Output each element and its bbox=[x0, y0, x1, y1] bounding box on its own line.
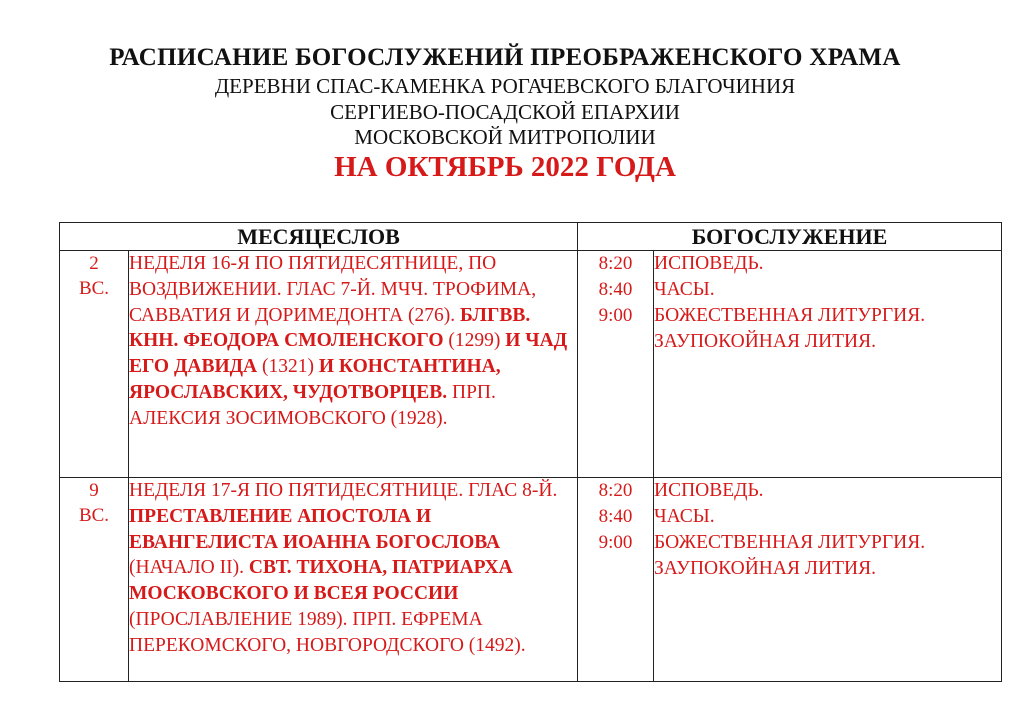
service-name: БОЖЕСТВЕННАЯ ЛИТУРГИЯ. bbox=[654, 532, 926, 553]
calendar-text-bold: ПРЕСТАВЛЕНИЕ АПОСТОЛА И ЕВАНГЕЛИСТА ИОАННА БОГОСЛОВА bbox=[129, 505, 501, 553]
day-number: 9 bbox=[89, 480, 99, 501]
calendar-text: (НАЧАЛО II). bbox=[129, 557, 249, 579]
table-row bbox=[60, 251, 1002, 478]
calendar-cell bbox=[129, 478, 578, 682]
calendar-text: (1299) bbox=[443, 330, 506, 352]
calendar-text: НЕДЕЛЯ 17-Я ПО ПЯТИДЕСЯТНИЦЕ. ГЛАС 8-Й. bbox=[129, 480, 558, 501]
services-cell bbox=[654, 478, 1002, 682]
table-row bbox=[60, 478, 1002, 682]
day-number: 2 bbox=[89, 253, 99, 274]
service-time: 8:40 bbox=[598, 506, 633, 527]
day-cell bbox=[60, 251, 129, 478]
services-cell bbox=[654, 251, 1002, 478]
month-heading: НА ОКТЯБРЬ 2022 ГОДА bbox=[334, 151, 676, 183]
calendar-text-bold: И КОНСТАНТИНА, ЯРОСЛАВСКИХ, ЧУДОТВОРЦЕВ. bbox=[129, 356, 501, 403]
weekday: ВС. bbox=[78, 278, 110, 299]
times-cell bbox=[578, 251, 654, 478]
service-name: ИСПОВЕДЬ. bbox=[654, 253, 764, 274]
calendar-text-bold: БЛГВВ. КНН. ФЕОДОРА СМОЛЕНСКОГО bbox=[129, 304, 531, 352]
calendar-text: (1321) bbox=[257, 356, 319, 378]
service-name: ЧАСЫ. bbox=[654, 279, 715, 300]
subtitle-metropolis: МОСКОВСКОЙ МИТРОПОЛИИ bbox=[354, 125, 656, 149]
subtitle-village: ДЕРЕВНИ СПАС-КАМЕНКА РОГАЧЕВСКОГО БЛАГОЧИНИЯ bbox=[214, 74, 796, 98]
column-header-calendar: МЕСЯЦЕСЛОВ bbox=[60, 223, 578, 251]
calendar-cell bbox=[129, 251, 578, 478]
service-name: ИСПОВЕДЬ. bbox=[654, 480, 764, 501]
calendar-text: НЕДЕЛЯ 16-Я ПО ПЯТИДЕСЯТНИЦЕ, ПО ВОЗДВИЖЕНИИ. ГЛАС 7-Й. МЧЧ. ТРОФИМА, САВВАТИЯ И ДОРИМЕДОНТА (276). bbox=[129, 253, 537, 326]
schedule-table bbox=[59, 222, 1002, 682]
calendar-text: (ПРОСЛАВЛЕНИЕ 1989). ПРП. ЕФРЕМА ПЕРЕКОМСКОГО, НОВГОРОДСКОГО (1492). bbox=[129, 608, 526, 656]
column-header-services: БОГОСЛУЖЕНИЕ bbox=[578, 223, 1002, 251]
calendar-text-bold: И ЧАД ЕГО ДАВИДА bbox=[129, 330, 568, 378]
service-name: ЗАУПОКОЙНАЯ ЛИТИЯ. bbox=[654, 558, 877, 579]
table-header-row bbox=[60, 223, 1002, 251]
times-cell bbox=[578, 478, 654, 682]
weekday: ВС. bbox=[78, 505, 110, 526]
day-cell bbox=[60, 478, 129, 682]
service-time: 9:00 bbox=[598, 305, 633, 326]
page-title: РАСПИСАНИЕ БОГОСЛУЖЕНИЙ ПРЕОБРАЖЕНСКОГО ХРАМА bbox=[109, 44, 901, 71]
service-time: 8:40 bbox=[598, 279, 633, 300]
service-name: ЗАУПОКОЙНАЯ ЛИТИЯ. bbox=[654, 331, 877, 352]
service-time: 8:20 bbox=[598, 480, 633, 501]
service-time: 9:00 bbox=[598, 532, 633, 553]
subtitle-diocese: СЕРГИЕВО-ПОСАДСКОЙ ЕПАРХИИ bbox=[330, 100, 680, 124]
calendar-text-bold: СВТ. ТИХОНА, ПАТРИАРХА МОСКОВСКОГО И ВСЕЯ РОССИИ bbox=[129, 557, 513, 605]
service-name: ЧАСЫ. bbox=[654, 506, 715, 527]
calendar-text: ПРП. АЛЕКСИЯ ЗОСИМОВСКОГО (1928). bbox=[129, 381, 496, 429]
service-name: БОЖЕСТВЕННАЯ ЛИТУРГИЯ. bbox=[654, 305, 926, 326]
service-time: 8:20 bbox=[598, 253, 633, 274]
